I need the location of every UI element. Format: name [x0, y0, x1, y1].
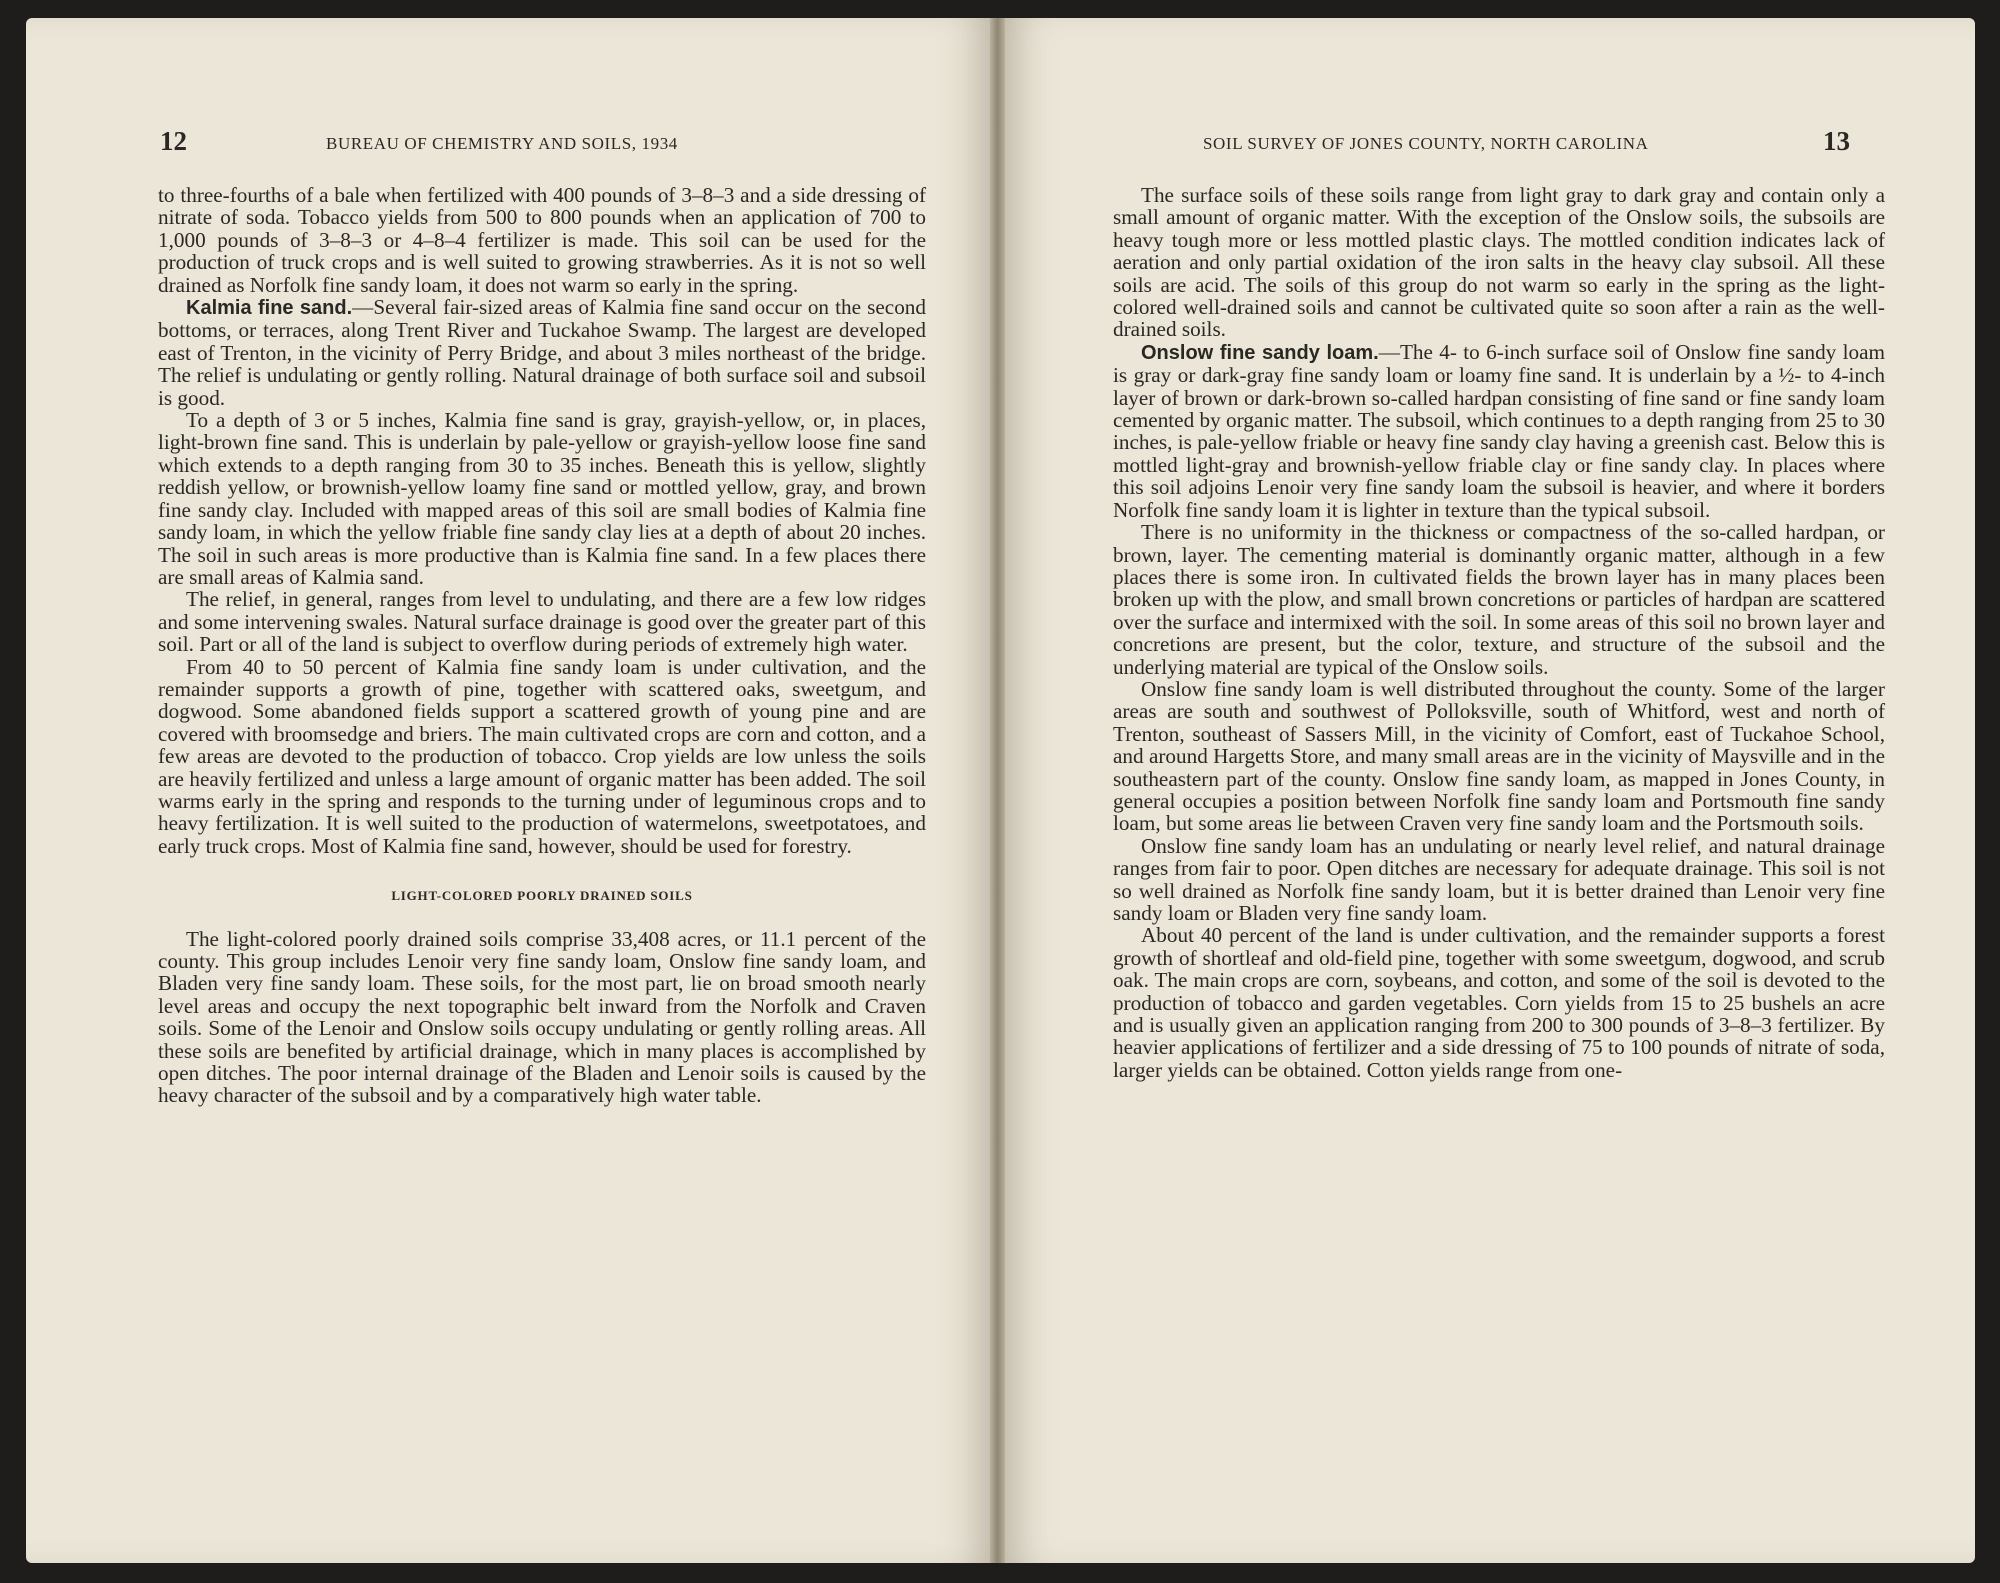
paragraph: The light-colored poorly drained soils comprise 33,408 acres, or 11.1 percent of the county. This group includes Lenoir very fine sandy loam, Onslow fine sandy loam, and Bladen very fine sandy loam. These soils, for the most part, lie on broad smooth nearly level areas and occupy the next topographic belt inward from the Norfolk and Craven soils. Some of the Lenoir and Onslow soils occupy undulating or gently rolling areas. All these soils are benefited by artificial drainage, which in many places is accomplished by open ditches. The poor internal drainage of the Bladen and Lenoir soils is caused by the heavy character of the subsoil and by a comparatively high water table.: [158, 926, 926, 1108]
left-page-text: [158, 184, 926, 1107]
paragraph: From 40 to 50 percent of Kalmia fine sandy loam is under cultivation, and the remainder supports a growth of pine, together with scattered oaks, sweetgum, and dogwood. Some abandoned fields support a scattered growth of young pine and are covered with broomsedge and briers. The main cultivated crops are corn and cotton, and a few areas are devoted to the production of tobacco. Crop yields are low unless the soils are heavily fertilized and unless a large amount of organic matter has been added. The soil warms early in the spring and responds to the turning under of leguminous crops and to heavy fertilization. It is well suited to the production of watermelons, sweetpotatoes, and early truck crops. Most of Kalmia fine sand, however, should be used for forestry.: [158, 654, 926, 858]
term-onslow-fine-sandy-loam: Onslow fine sandy loam.: [1141, 341, 1379, 364]
page-number-right: 13: [1823, 126, 1850, 156]
paragraph: Onslow fine sandy loam is well distributed throughout the county. Some of the larger areas are south and southwest of Polloksville, south of Whitford, west and north of Trenton, southeast of Sassers Mill, in the vicinity of Comfort, east of Tuckahoe School, and around Hargetts Store, and many small areas are in the vicinity of Maysville and in the southeastern part of the county. Onslow fine sandy loam, as mapped in Jones County, in general occupies a position between Norfolk fine sandy loam and Portsmouth fine sandy loam, but some areas lie between Craven very fine sandy loam and the Portsmouth soils.: [1113, 676, 1885, 836]
term-kalmia-fine-sand: Kalmia fine sand.: [186, 297, 353, 320]
right-page: [1005, 18, 1975, 1563]
paragraph-text: —The 4- to 6-inch surface soil of Onslow fine sandy loam is gray or dark-gray fine sandy loam or loamy fine sand. It is underlain by a ½- to 4-inch layer of brown or dark-brown so-called hardpan consisting of fine sand or fine sandy loam cemented by organic matter. The subsoil, which continues to a depth ranging from 25 to 30 inches, is pale-yellow friable or heavy fine sandy clay having a greenish cast. Below this is mottled light-gray and brownish-yellow friable clay or fine sandy clay. In places where this soil adjoins Lenoir very fine sandy loam the subsoil is heavier, and where it borders Norfolk fine sandy loam it is lighter in texture than the typical subsoil.: [1113, 339, 1886, 522]
paragraph: Onslow fine sandy loam has an undulating or nearly level relief, and natural drainage ranges from fair to poor. Open ditches are necessary for adequate drainage. This soil is not so well drained as Norfolk fine sandy loam, but it is better drained than Lenoir very fine sandy loam or Bladen very fine sandy loam.: [1113, 833, 1885, 925]
paragraph-text: —Several fair-sized areas of Kalmia fine sand occur on the second bottoms, or terraces, along Trent River and Tuckahoe Swamp. The largest are developed east of Trenton, in the vicinity of Perry Bridge, and about 3 miles northeast of the bridge. The relief is undulating or gently rolling. Natural drainage of both surface soil and subsoil is good.: [158, 295, 926, 410]
paragraph: The surface soils of these soils range from light gray to dark gray and contain only a small amount of organic matter. With the exception of the Onslow soils, the subsoils are heavy tough more or less mottled plastic clays. The mottled condition indicates lack of aeration and only partial oxidation of the iron salts in the heavy clay subsoil. All these soils are acid. The soils of this group do not warm so early in the spring as the light-colored well-drained soils and cannot be cultivated quite so soon after a rain as the well-drained soils.: [1113, 183, 1885, 342]
section-heading: LIGHT-COLORED POORLY DRAINED SOILS: [391, 888, 693, 904]
book-gutter: [990, 18, 1005, 1563]
paragraph-onslow: [1113, 341, 1885, 521]
left-page: [26, 18, 990, 1563]
paragraph: There is no uniformity in the thickness or compactness of the so-called hardpan, or brown, layer. The cementing material is dominantly organic matter, although in a few places there is some iron. In cultivated fields the brown layer has in many places been broken up with the plow, and small brown concretions or particles of hardpan are scattered over the surface and intermixed with the soil. In some areas of this soil no brown layer and concretions are present, but the color, texture, and structure of the subsoil and the underlying material are typical of the Onslow soils.: [1113, 520, 1885, 679]
paragraph: About 40 percent of the land is under cultivation, and the remainder supports a forest growth of shortleaf and old-field pine, together with some sweetgum, dogwood, and scrub oak. The main crops are corn, soybeans, and cotton, and some of the soil is devoted to the production of tobacco and garden vegetables. Corn yields from 15 to 25 bushels an acre and is usually given an application ranging from 200 to 300 pounds of 3–8–3 fertilizer. By heavier applications of fertilizer and a side dressing of 75 to 100 pounds of nitrate of soda, larger yields can be obtained. Cotton yields range from one-: [1113, 923, 1885, 1082]
paragraph: To a depth of 3 or 5 inches, Kalmia fine sand is gray, grayish-yellow, or, in places, light-brown fine sand. This is underlain by pale-yellow or grayish-yellow loose fine sand which extends to a depth ranging from 30 to 35 inches. Beneath this is yellow, slightly reddish yellow, or brownish-yellow loamy fine sand or mottled yellow, gray, and brown fine sandy clay. Included with mapped areas of this soil are small bodies of Kalmia fine sandy loam, in which the yellow friable fine sandy clay lies at a depth of about 20 inches. The soil in such areas is more productive than is Kalmia fine sand. In a few places there are small areas of Kalmia sand.: [158, 408, 926, 589]
right-page-text: [1113, 184, 1885, 1081]
paragraph-kalmia: [158, 296, 926, 409]
page-number-left: 12: [160, 126, 187, 156]
paragraph: to three-fourths of a bale when fertilized with 400 pounds of 3–8–3 and a side dressing of nitrate of soda. Tobacco yields from 500 to 800 pounds when an application of 700 to 1,000 pounds of 3–8–3 or 4–8–4 fertilizer is made. This soil can be used for the production of truck crops and is well suited to growing strawberries. As it is not so well drained as Norfolk fine sandy loam, it does not warm so early in the spring.: [158, 183, 926, 297]
running-head-right: SOIL SURVEY OF JONES COUNTY, NORTH CAROLINA: [1203, 134, 1649, 153]
paragraph: The relief, in general, ranges from level to undulating, and there are a few low ridges and some intervening swales. Natural surface drainage is good over the greater part of this soil. Part or all of the land is subject to overflow during periods of extremely high water.: [158, 587, 926, 657]
running-head-left: BUREAU OF CHEMISTRY AND SOILS, 1934: [326, 134, 678, 153]
